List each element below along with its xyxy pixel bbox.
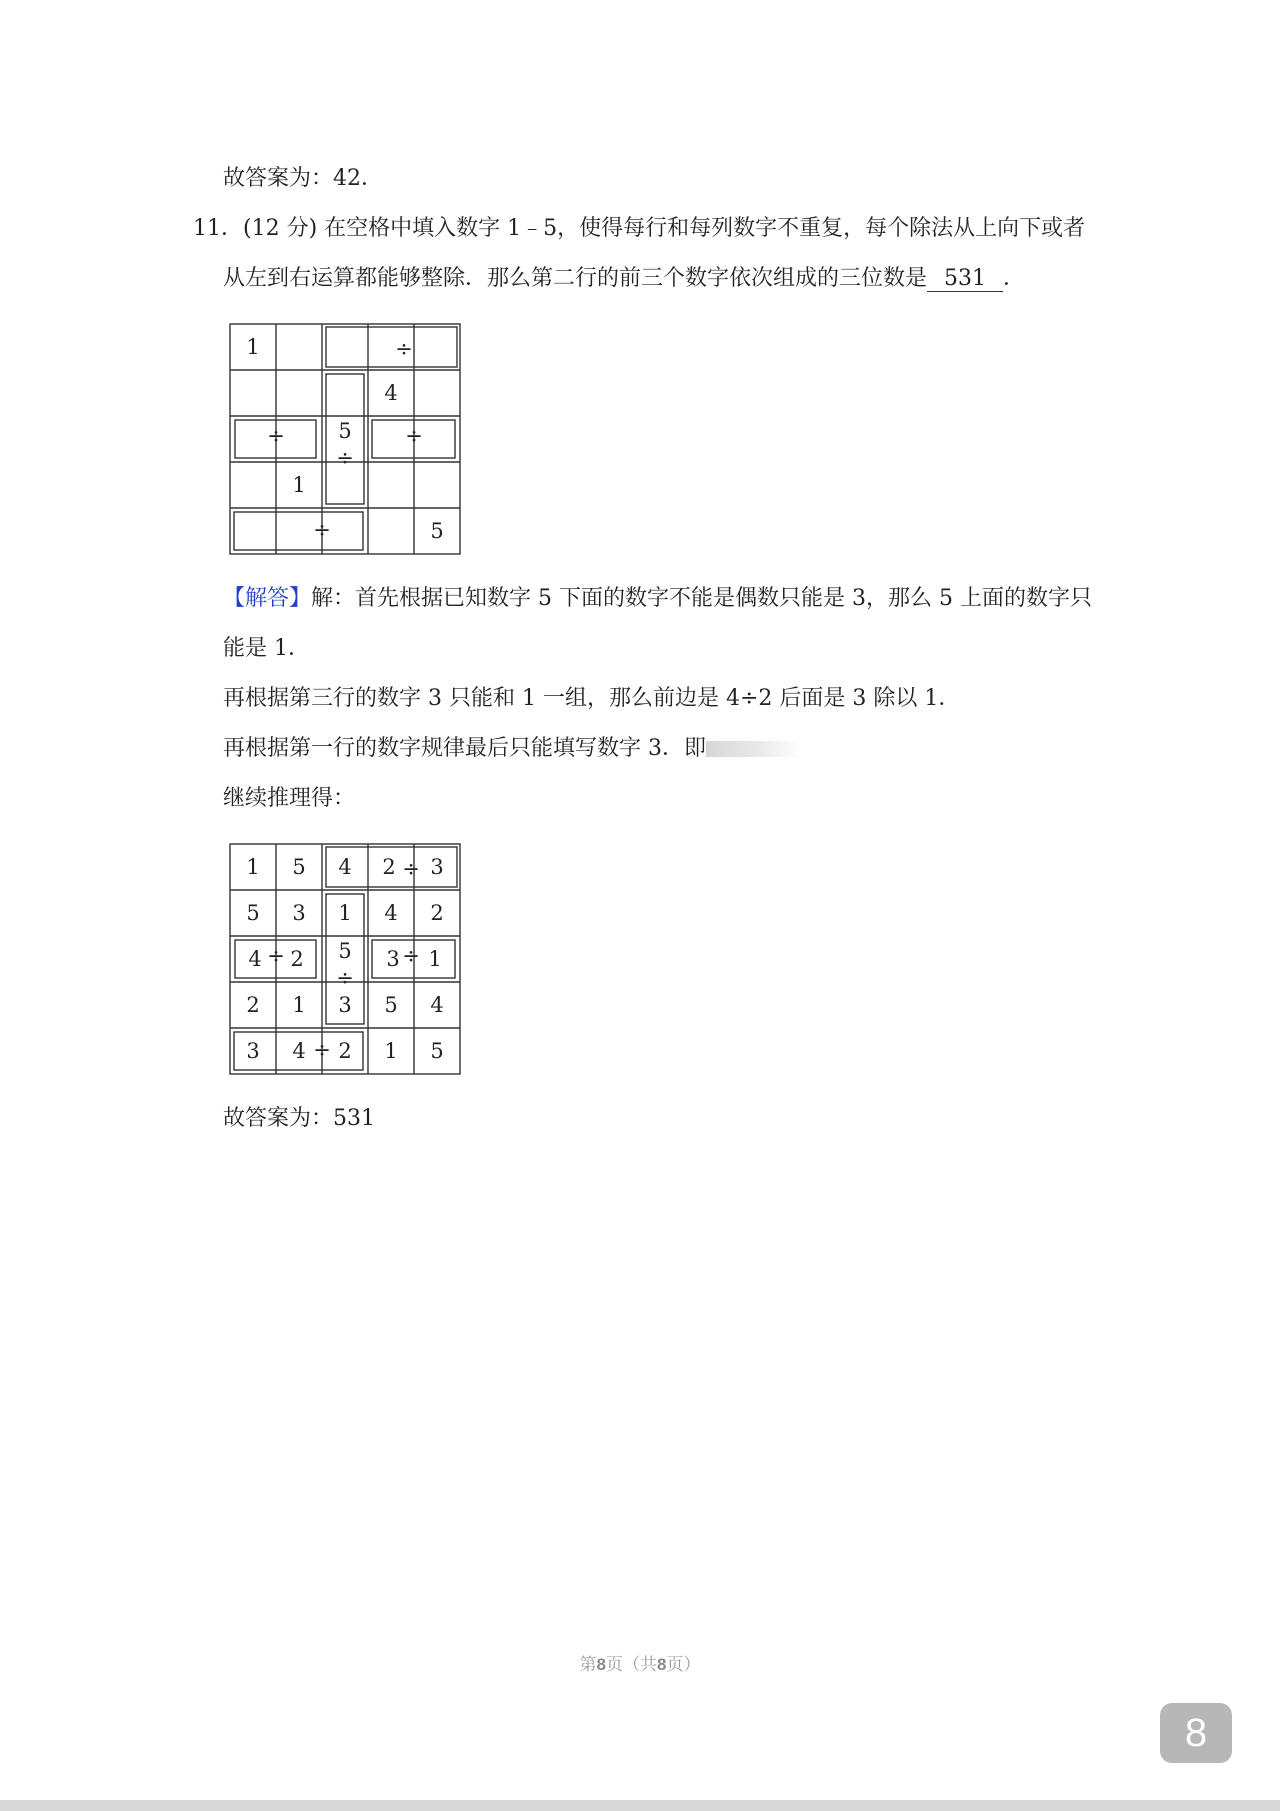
- solution-cell-r3-c3: 5: [338, 939, 352, 963]
- solution-cell-r4-c3: 3: [338, 993, 352, 1017]
- solution-grid: [229, 843, 461, 1075]
- puzzle-cell-r2-c4: 4: [384, 381, 398, 405]
- solution-cell-r5-c5: 5: [430, 1039, 444, 1063]
- solution-cell-r1-c2: 5: [292, 855, 306, 879]
- solution-cell-r1-c5: 3: [430, 855, 444, 879]
- puzzle-cell-r3-c3: 5: [338, 419, 352, 443]
- division-sign: ÷: [405, 424, 423, 448]
- solution-text-4: 再根据第一行的数字规律最后只能填写数字 3．即: [223, 736, 706, 761]
- solution-cell-r2-c5: 2: [430, 901, 444, 925]
- division-sign: ÷: [313, 1038, 331, 1062]
- footer-total: 8: [657, 1655, 667, 1674]
- final-answer: 故答案为：531: [223, 1106, 375, 1131]
- solution-cell-r5-c4: 1: [384, 1039, 398, 1063]
- solution-cell-r5-c3: 2: [338, 1039, 352, 1063]
- solution-text-1: 解：首先根据已知数字 5 下面的数字不能是偶数只能是 3，那么 5 上面的数字只: [311, 586, 1092, 611]
- footer-prefix: 第: [579, 1655, 597, 1674]
- bottom-bar: [0, 1800, 1280, 1811]
- solution-cell-r3-c1: 4: [248, 947, 262, 971]
- solution-cell-r2-c4: 4: [384, 901, 398, 925]
- solution-cell-r5-c2: 4: [292, 1039, 306, 1063]
- footer-middle: 页（共: [606, 1655, 657, 1674]
- solution-cell-r5-c1: 3: [246, 1039, 260, 1063]
- solution-cell-r3-c5: 1: [428, 947, 442, 971]
- solution-cell-r1-c1: 1: [246, 855, 260, 879]
- previous-answer: 故答案为：42．: [223, 166, 383, 191]
- solution-line-4: [223, 734, 801, 764]
- puzzle-grid: [229, 323, 461, 555]
- solution-cell-r4-c4: 5: [384, 993, 398, 1017]
- question-text-2: 从左到右运算都能够整除．那么第二行的前三个数字依次组成的三位数是: [223, 266, 928, 291]
- footer-suffix: 页）: [666, 1655, 701, 1674]
- footer-page: 8: [596, 1655, 606, 1674]
- division-sign: ÷: [336, 966, 354, 990]
- division-sign: ÷: [313, 518, 331, 542]
- answer-blank: 531: [927, 267, 1003, 292]
- solution-cell-r2-c3: 1: [338, 901, 352, 925]
- page-number-badge[interactable]: 8: [1160, 1703, 1232, 1763]
- puzzle-cell-r1-c1: 1: [246, 335, 260, 359]
- division-sign: ÷: [395, 337, 413, 361]
- question-number: 11．(12 分): [193, 216, 318, 241]
- puzzle-cell-r5-c5: 5: [430, 519, 444, 543]
- division-sign: ÷: [267, 944, 285, 968]
- division-sign: ÷: [402, 857, 420, 881]
- question-11-line-2: [223, 264, 1025, 294]
- solution-cell-r2-c1: 5: [246, 901, 260, 925]
- solution-cell-r3-c4: 3: [386, 947, 400, 971]
- solution-cell-r1-c3: 4: [338, 855, 352, 879]
- solution-line-2: 能是 1．: [223, 636, 310, 661]
- solution-cell-r1-c4: 2: [382, 855, 396, 879]
- division-sign: ÷: [336, 446, 354, 470]
- question-text-1: 在空格中填入数字 1﹣5，使得每行和每列数字不重复，每个除法从上向下或者: [324, 216, 1086, 241]
- solution-cell-r4-c1: 2: [246, 993, 260, 1017]
- blurred-content: [706, 741, 801, 757]
- solution-line-5: 继续推理得：: [223, 786, 356, 811]
- question-11-line-1: [193, 214, 1085, 244]
- puzzle-cell-r4-c2: 1: [292, 473, 306, 497]
- question-end: ．: [1003, 266, 1026, 291]
- solution-cell-r4-c5: 4: [430, 993, 444, 1017]
- solution-cell-r2-c2: 3: [292, 901, 306, 925]
- solution-line-3: 再根据第三行的数字 3 只能和 1 一组，那么前边是 4÷2 后面是 3 除以 1．: [223, 686, 961, 711]
- solution-line-1: [223, 584, 1092, 614]
- division-sign: ÷: [267, 424, 285, 448]
- solution-tag: 【解答】: [223, 586, 312, 611]
- division-sign: ÷: [402, 944, 420, 968]
- division-box: [234, 512, 363, 550]
- page-footer: [0, 1650, 1280, 1675]
- solution-cell-r4-c2: 1: [292, 993, 306, 1017]
- solution-cell-r3-c2: 2: [290, 947, 304, 971]
